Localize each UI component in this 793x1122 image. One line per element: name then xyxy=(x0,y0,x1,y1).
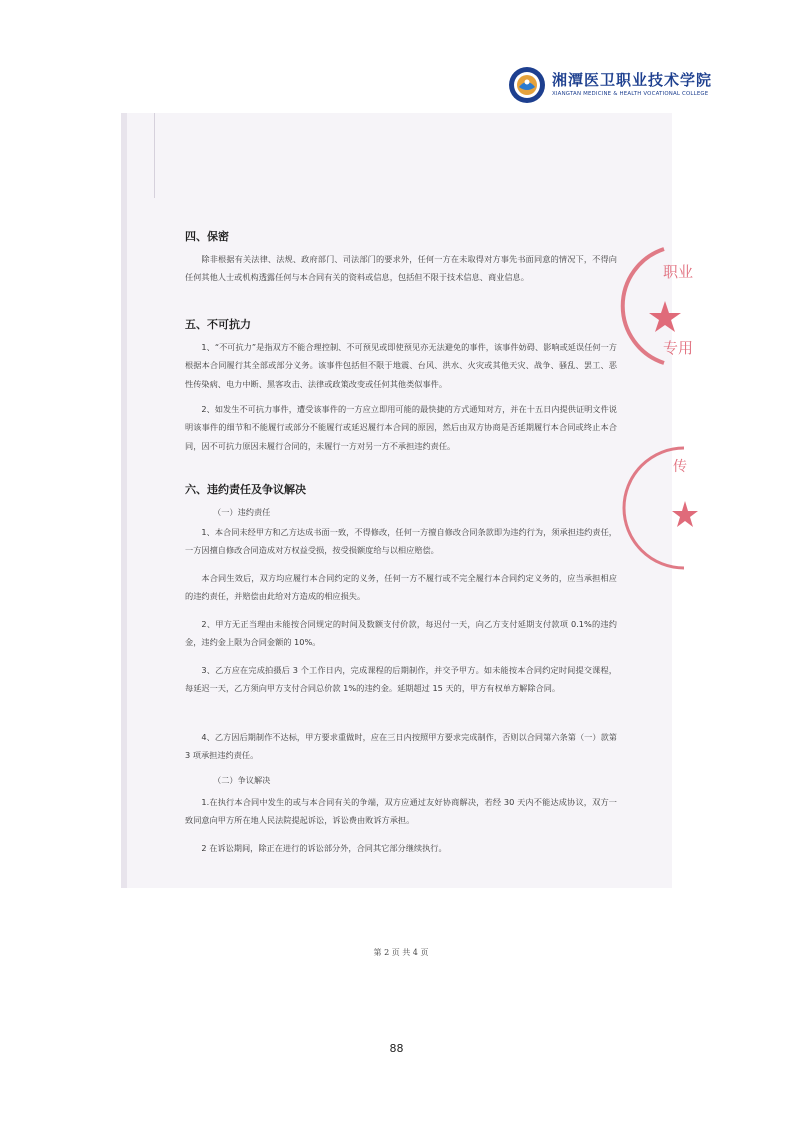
page-number: 88 xyxy=(389,1042,404,1055)
section-6-title: 六、违约责任及争议解决 xyxy=(185,483,306,496)
dispute-paragraph-1: 1.在执行本合同中发生的或与本合同有关的争端，双方应通过友好协商解决，若经 30 天内不能达成协议，双方一致同意向甲方所在地人民法院提起诉讼，诉讼费由败诉方承担。 xyxy=(185,797,617,826)
stamp-char-1: 职业 xyxy=(663,263,694,281)
section-6-sub-1: （一）违约责任 xyxy=(213,507,271,517)
section-5-title: 五、不可抗力 xyxy=(185,318,251,331)
scanned-page-footer: 第 2 页 共 4 页 xyxy=(373,948,429,957)
section-5-paragraph-1: 1、“不可抗力”是指双方不能合理控制、不可预见或即使预见亦无法避免的事件，该事件妨碍、影响或延误任何一方根据本合同履行其全部或部分义务。该事件包括但不限于地震、台风、洪水、火灾或其他天灾、战争、骚乱、罢工、恶性传染病、电力中断、黑客攻击、法律或政策改变或任何其他类似事件。 xyxy=(185,342,617,389)
seal-stamp-top xyxy=(619,241,699,371)
section-6-paragraph-2: 2、甲方无正当理由未能按合同规定的时间及数额支付价款，每迟付一天，向乙方支付延期支付款项 0.1%的违约金，违约金上限为合同金额的 10%。 xyxy=(185,619,617,648)
section-6-paragraph-3: 3、乙方应在完成拍摄后 3 个工作日内，完成课程的后期制作，并交予甲方。如未能按本合同约定时间提交课程，每延迟一天，乙方须向甲方支付合同总价款 1%的违约金。延期超过 15 天的，甲方有权单方解除合同。 xyxy=(185,665,617,694)
section-6-sub-2: （二）争议解决 xyxy=(213,775,271,785)
stamp-char-2: 专用 xyxy=(663,339,694,357)
section-4-title: 四、保密 xyxy=(185,230,229,243)
college-name-english: XIANGTAN MEDICINE & HEALTH VOCATIONAL COLLEGE xyxy=(552,91,709,97)
stamp-star-icon xyxy=(649,301,681,332)
college-name: 湘潭医卫职业技术学院 xyxy=(552,71,713,89)
dispute-paragraph-2: 2 在诉讼期间，除正在进行的诉讼部分外，合同其它部分继续执行。 xyxy=(201,843,447,853)
section-6-paragraph-4: 4、乙方因后期制作不达标，甲方要求重做时，应在三日内按照甲方要求完成制作，否则以合同第六条第（一）款第 3 项承担违约责任。 xyxy=(185,732,617,761)
seal-stamp-middle xyxy=(629,443,699,573)
stamp-mid-star-icon xyxy=(672,501,698,527)
section-4-paragraph: 除非根据有关法律、法规、政府部门、司法部门的要求外，任何一方在未取得对方事先书面同意的情况下，不得向任何其他人士或机构透露任何与本合同有关的资料或信息，包括但不限于技术信息、商业信息。 xyxy=(185,254,617,283)
section-6-paragraph-1b: 本合同生效后，双方均应履行本合同约定的义务，任何一方不履行或不完全履行本合同约定义务的，应当承担相应的违约责任，并赔偿由此给对方造成的相应损失。 xyxy=(185,573,617,602)
college-emblem-icon xyxy=(508,66,546,104)
stamp-mid-char: 传 xyxy=(673,459,687,475)
college-logo xyxy=(508,66,713,106)
scan-shadow-line xyxy=(154,113,155,198)
scanned-page xyxy=(121,113,694,957)
section-6-paragraph-1: 1、本合同未经甲方和乙方达成书面一致，不得修改，任何一方擅自修改合同条款即为违约行为，须承担违约责任，一方因擅自修改合同造成对方权益受损，按受损额度给与以相应赔偿。 xyxy=(185,527,617,556)
section-5-paragraph-2: 2、如发生不可抗力事件，遭受该事件的一方应立即用可能的最快捷的方式通知对方，并在十五日内提供证明文件说明该事件的细节和不能履行或部分不能履行或延迟履行本合同的原因，然后由双方协商是否延期履行本合同或终止本合同，因不可抗力原因未履行合同的，未履行一方对另一方不承担违约责任。 xyxy=(185,404,617,451)
scan-edge xyxy=(121,113,127,888)
